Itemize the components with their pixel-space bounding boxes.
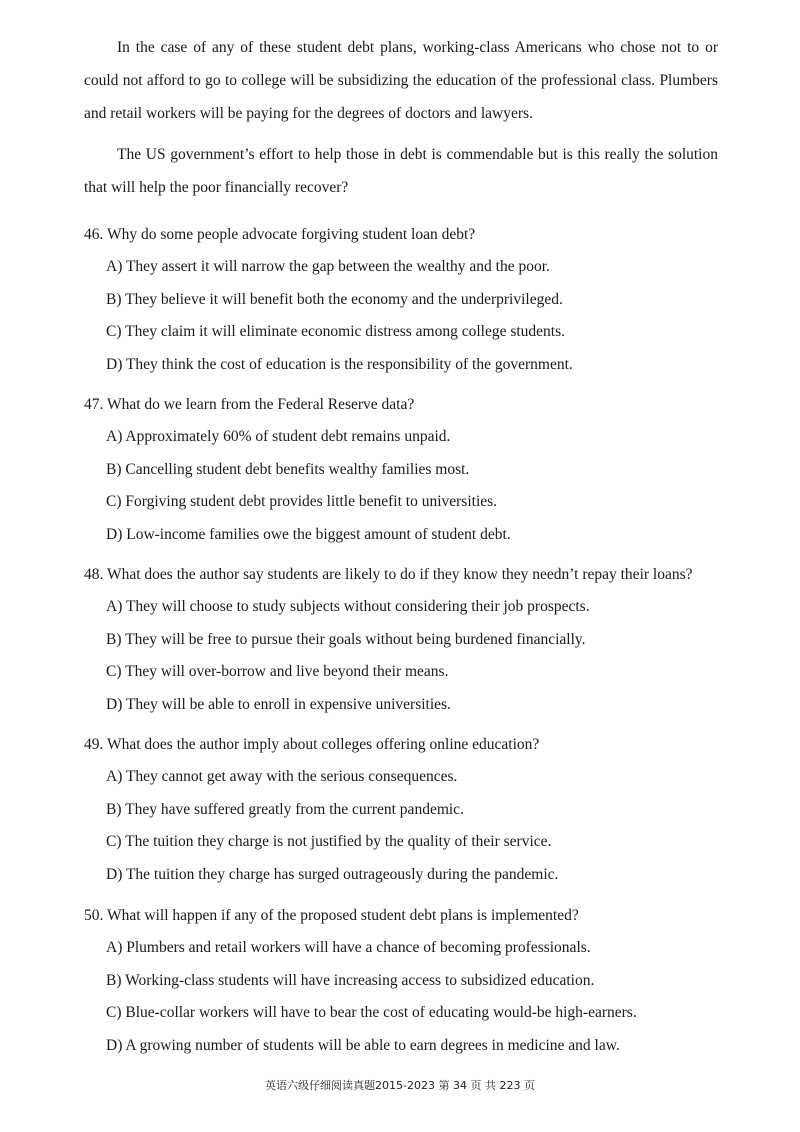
question-46 xyxy=(84,219,744,381)
option-d: D) A growing number of students will be able to earn degrees in medicine and law. xyxy=(106,1036,620,1054)
option-d: D) They will be able to enroll in expensive universities. xyxy=(106,695,451,713)
question-49 xyxy=(84,729,744,891)
passage-paragraph: The US government’s effort to help those in debt is commendable but is this really the solution that will help the poor financially recover? xyxy=(84,146,718,196)
option-a: A) They cannot get away with the serious consequences. xyxy=(106,768,458,785)
option-b: B) Cancelling student debt benefits wealthy families most. xyxy=(106,460,470,478)
option-c: C) The tuition they charge is not justified by the quality of their service. xyxy=(106,833,552,850)
option-d: D) Low-income families owe the biggest amount of student debt. xyxy=(106,525,511,543)
option-c: C) They claim it will eliminate economic distress among college students. xyxy=(106,323,566,340)
question-47 xyxy=(84,389,744,551)
option-c: C) Forgiving student debt provides little benefit to universities. xyxy=(106,493,498,510)
option-d: D) The tuition they charge has surged outrageously during the pandemic. xyxy=(106,865,559,883)
option-a: A) Approximately 60% of student debt remains unpaid. xyxy=(106,428,451,445)
option-b: B) Working-class students will have increasing access to subsidized education. xyxy=(106,971,595,989)
question-stem: 50. What will happen if any of the proposed student debt plans is implemented? xyxy=(84,907,579,924)
passage-paragraph: In the case of any of these student debt plans, working-class Americans who chose not to or could not afford to go to college will be subsidizing the education of the professional class. Plumbers and retail workers will be paying for the degrees of doctors and lawyers. xyxy=(84,39,718,122)
question-48 xyxy=(84,559,744,721)
question-stem: 49. What does the author imply about colleges offering online education? xyxy=(84,736,540,753)
question-stem: 47. What do we learn from the Federal Reserve data? xyxy=(84,396,415,413)
option-a: A) They will choose to study subjects without considering their job prospects. xyxy=(106,598,590,615)
option-b: B) They believe it will benefit both the economy and the underprivileged. xyxy=(106,290,563,308)
question-50 xyxy=(84,900,744,1062)
question-stem: 46. Why do some people advocate forgiving student loan debt? xyxy=(84,226,476,243)
question-stem: 48. What does the author say students are likely to do if they know they needn’t repay their loans? xyxy=(84,566,693,583)
option-c: C) They will over-borrow and live beyond their means. xyxy=(106,663,449,680)
page-footer: 英语六级仔细阅读真题2015-2023 第 34 页 共 223 页 xyxy=(265,1079,535,1092)
option-a: A) They assert it will narrow the gap between the wealthy and the poor. xyxy=(106,258,550,275)
option-b: B) They will be free to pursue their goals without being burdened financially. xyxy=(106,630,586,648)
option-a: A) Plumbers and retail workers will have a chance of becoming professionals. xyxy=(106,939,591,956)
option-b: B) They have suffered greatly from the current pandemic. xyxy=(106,800,464,818)
option-d: D) They think the cost of education is the responsibility of the government. xyxy=(106,355,573,373)
option-c: C) Blue-collar workers will have to bear the cost of educating would-be high-earners. xyxy=(106,1004,637,1021)
